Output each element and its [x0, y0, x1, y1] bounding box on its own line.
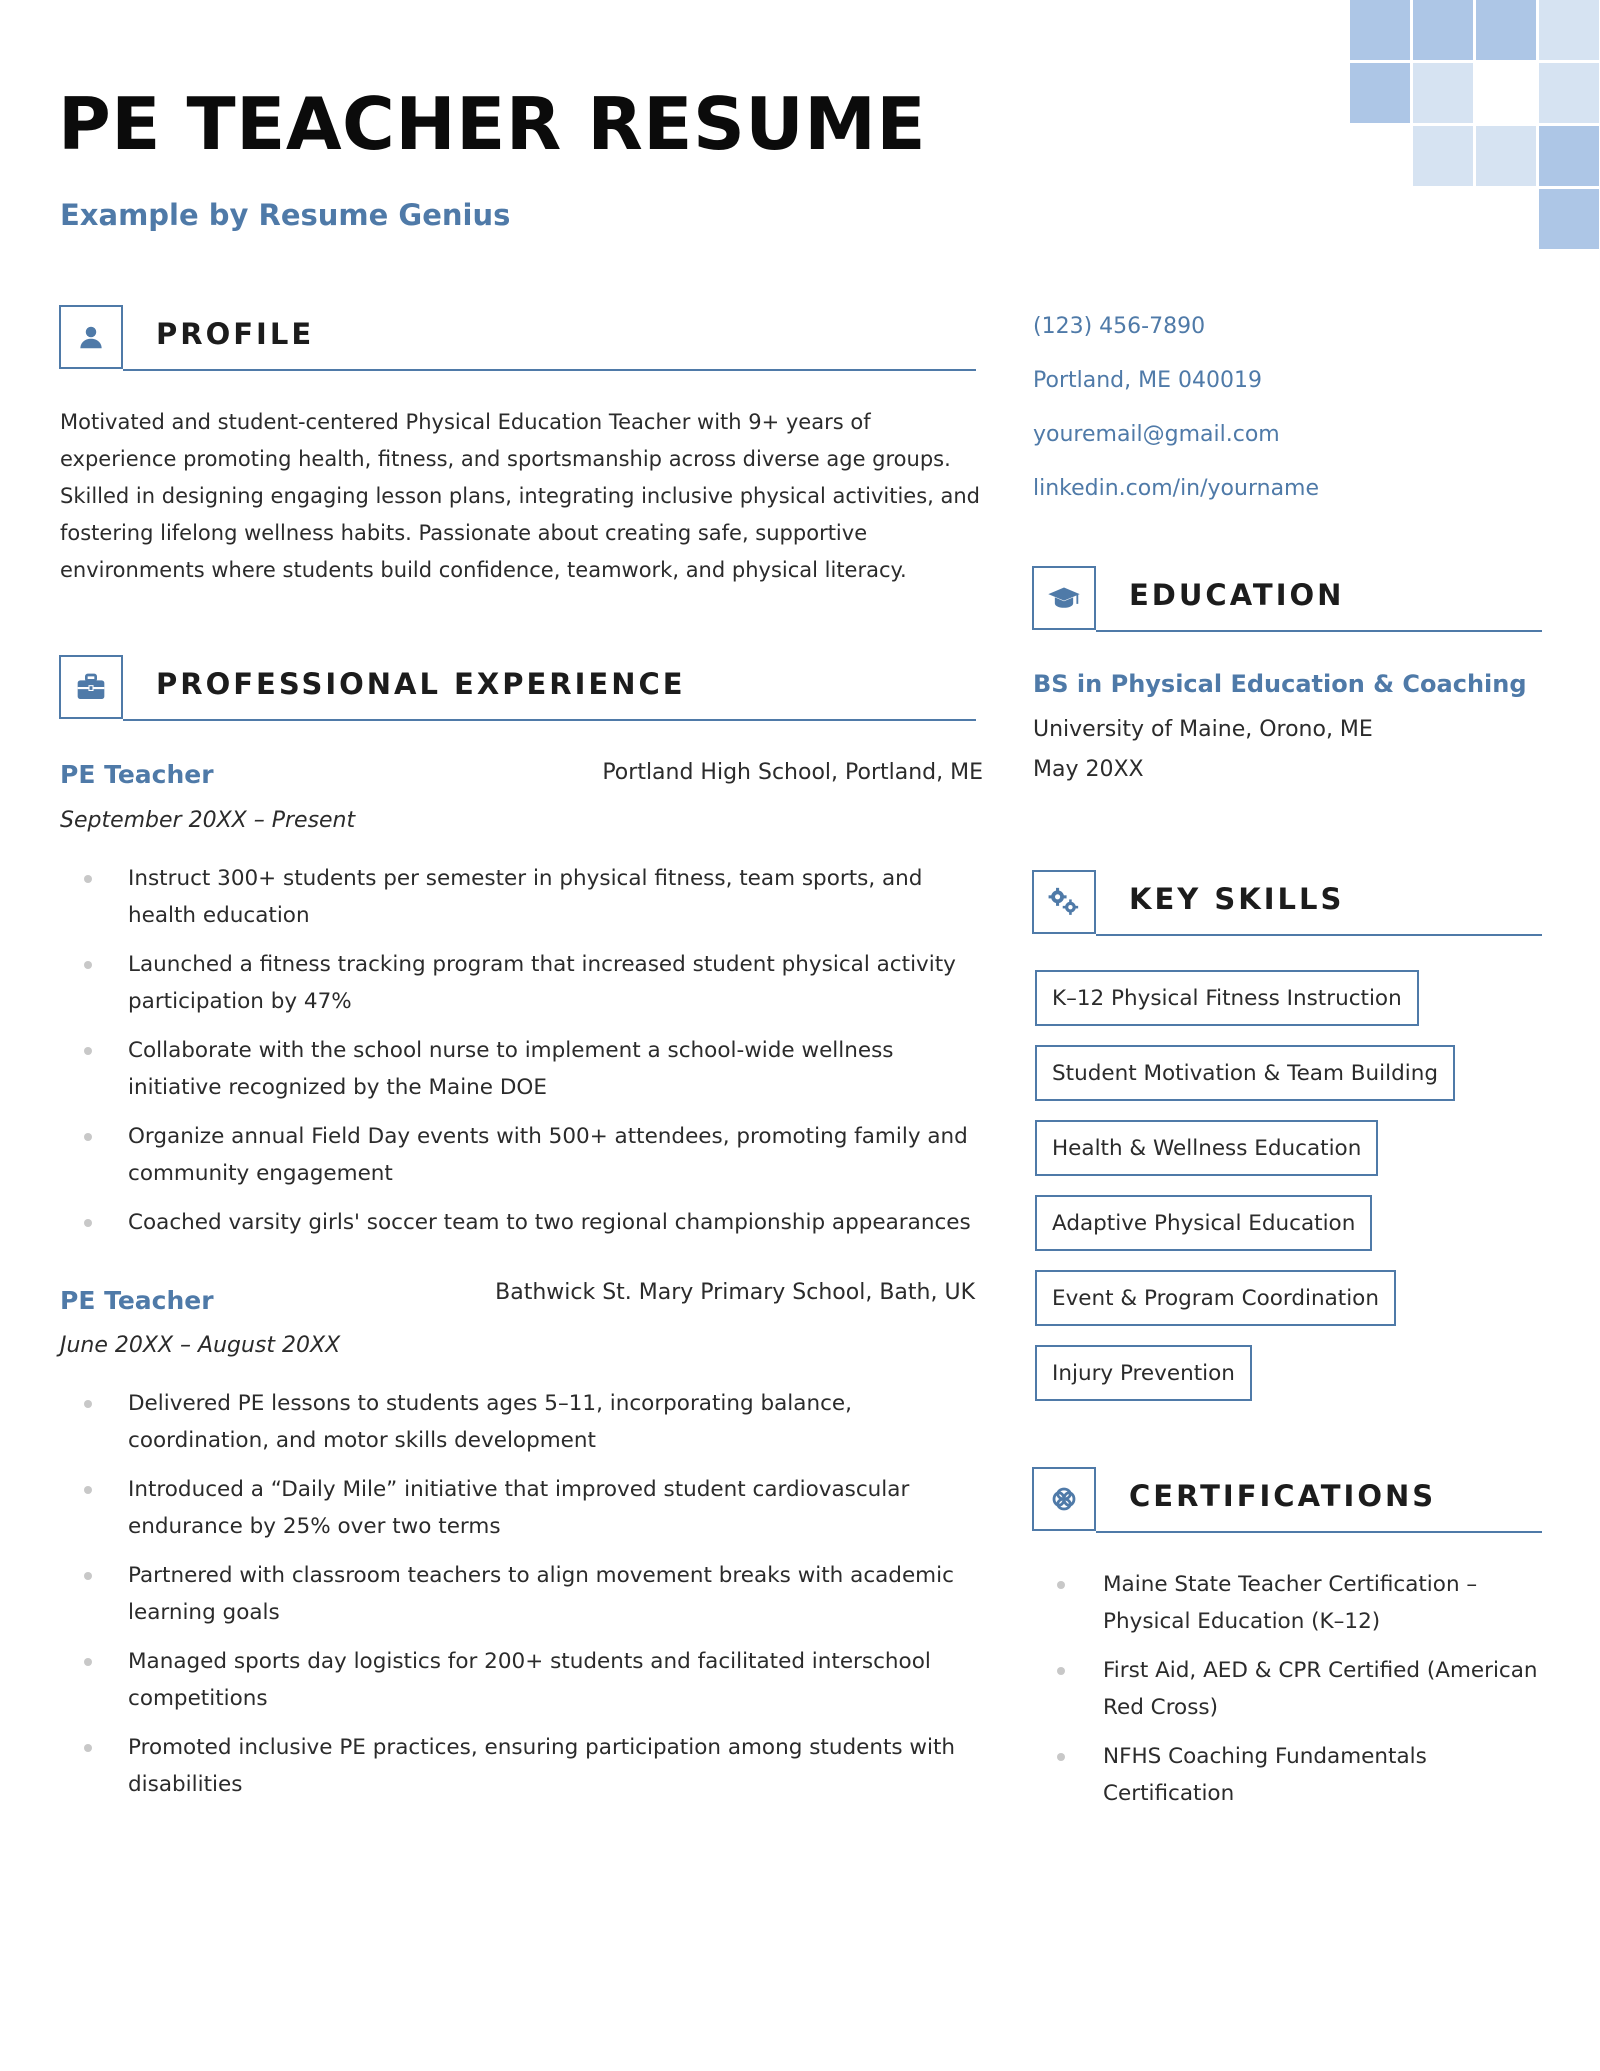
- briefcase-icon: [59, 655, 123, 719]
- list-item: [60, 946, 980, 1020]
- mosaic-tile: [1539, 189, 1599, 249]
- contact-email[interactable]: youremail@gmail.com: [1033, 422, 1280, 447]
- mosaic-tile: [1350, 63, 1410, 123]
- section-divider: [1096, 934, 1542, 936]
- certifications-heading: CERTIFICATIONS: [1129, 1479, 1437, 1513]
- bullet-text: Organize annual Field Day events with 500+ attendees, promoting family and community engagement: [128, 1124, 968, 1186]
- job-title: PE Teacher: [60, 760, 214, 789]
- mosaic-tile: [1539, 63, 1599, 123]
- mosaic-tile: [1413, 0, 1473, 60]
- list-item: [60, 1471, 980, 1545]
- decorative-mosaic: [1350, 0, 1600, 250]
- mosaic-tile: [1476, 0, 1536, 60]
- bullet-dot: [84, 1486, 92, 1494]
- list-item: [60, 1032, 980, 1106]
- profile-summary: Motivated and student-centered Physical Education Teacher with 9+ years of experience promoting health, fitness, and sportsmanship across diverse age groups. Skilled in designing engaging lesson plans, integrating inclusive physical activities, and fostering lifelong wellness habits. Passionate about creating safe, supportive environments where students build confidence, teamwork, and physical literacy.: [60, 410, 981, 582]
- bullet-text: Introduced a “Daily Mile” initiative that improved student cardiovascular endurance by 25% over two terms: [128, 1477, 910, 1539]
- bullet-dot: [84, 961, 92, 969]
- contact-address: Portland, ME 040019: [1033, 368, 1262, 393]
- certification-text: First Aid, AED & CPR Certified (American Red Cross): [1103, 1658, 1538, 1720]
- mosaic-tile: [1539, 0, 1599, 60]
- bullet-dot: [84, 1400, 92, 1408]
- bullet-dot: [84, 1572, 92, 1580]
- skill-tag: Student Motivation & Team Building: [1035, 1045, 1455, 1101]
- list-item: [60, 1385, 980, 1459]
- job-title: PE Teacher: [60, 1286, 214, 1315]
- bullet-text: Delivered PE lessons to students ages 5–11, incorporating balance, coordination, and motor skills development: [128, 1391, 852, 1453]
- list-item: [1033, 1566, 1553, 1640]
- contact-phone[interactable]: (123) 456-7890: [1033, 314, 1206, 339]
- certification-text: NFHS Coaching Fundamentals Certification: [1103, 1744, 1427, 1806]
- bullet-dot: [84, 1219, 92, 1227]
- bullet-text: Collaborate with the school nurse to implement a school-wide wellness initiative recognized by the Maine DOE: [128, 1038, 894, 1100]
- bullet-dot: [84, 1133, 92, 1141]
- skill-tag: Health & Wellness Education: [1035, 1120, 1378, 1176]
- experience-heading: PROFESSIONAL EXPERIENCE: [156, 667, 686, 701]
- skill-tag: K–12 Physical Fitness Instruction: [1035, 970, 1419, 1026]
- mosaic-tile: [1350, 0, 1410, 60]
- section-divider: [123, 719, 976, 721]
- education-degree: BS in Physical Education & Coaching: [1033, 670, 1527, 698]
- bullet-text: Promoted inclusive PE practices, ensuring participation among students with disabilities: [128, 1735, 956, 1797]
- profile-section-header: [59, 305, 976, 373]
- job-location: Portland High School, Portland, ME: [602, 760, 983, 785]
- certifications-list: [1033, 1566, 1553, 1824]
- skill-tag: Event & Program Coordination: [1035, 1270, 1396, 1326]
- skills-heading: KEY SKILLS: [1129, 882, 1345, 916]
- list-item: [60, 1118, 980, 1192]
- list-item: [60, 1204, 980, 1241]
- mosaic-tile: [1413, 63, 1473, 123]
- certificate-knot-icon: [1032, 1467, 1096, 1531]
- gears-icon: [1032, 870, 1096, 934]
- resume-subtitle: Example by Resume Genius: [60, 198, 511, 232]
- bullet-text: Partnered with classroom teachers to align movement breaks with academic learning goals: [128, 1563, 954, 1625]
- skill-tag: Adaptive Physical Education: [1035, 1195, 1372, 1251]
- bullet-dot: [84, 875, 92, 883]
- bullet-dot: [1057, 1581, 1065, 1589]
- education-school: University of Maine, Orono, ME: [1033, 717, 1373, 742]
- job-location: Bathwick St. Mary Primary School, Bath, UK: [495, 1280, 975, 1305]
- resume-title: PE TEACHER RESUME: [58, 82, 927, 166]
- list-item: [60, 1729, 980, 1803]
- list-item: [1033, 1652, 1553, 1726]
- graduation-cap-icon: [1032, 566, 1096, 630]
- list-item: [60, 860, 980, 934]
- section-divider: [123, 369, 976, 371]
- bullet-dot: [84, 1744, 92, 1752]
- certifications-section-header: [1032, 1467, 1542, 1535]
- bullet-text: Managed sports day logistics for 200+ students and facilitated interschool competitions: [128, 1649, 931, 1711]
- bullet-text: Launched a fitness tracking program that increased student physical activity participation by 47%: [128, 952, 956, 1014]
- contact-linkedin[interactable]: linkedin.com/in/yourname: [1033, 476, 1320, 501]
- person-icon: [59, 305, 123, 369]
- list-item: [60, 1643, 980, 1717]
- mosaic-tile: [1413, 126, 1473, 186]
- bullet-dot: [84, 1047, 92, 1055]
- skill-tag: Injury Prevention: [1035, 1345, 1252, 1401]
- bullet-text: Instruct 300+ students per semester in physical fitness, team sports, and health education: [128, 866, 923, 928]
- education-heading: EDUCATION: [1129, 578, 1345, 612]
- bullet-dot: [84, 1658, 92, 1666]
- education-date: May 20XX: [1033, 757, 1144, 782]
- mosaic-tile: [1476, 126, 1536, 186]
- list-item: [1033, 1738, 1553, 1812]
- job-bullet-list: [60, 1385, 980, 1815]
- education-section-header: [1032, 566, 1542, 634]
- profile-heading: PROFILE: [156, 317, 315, 351]
- experience-section-header: [59, 655, 976, 723]
- mosaic-tile: [1539, 126, 1599, 186]
- skills-section-header: [1032, 870, 1542, 938]
- certification-text: Maine State Teacher Certification – Physical Education (K–12): [1103, 1572, 1478, 1634]
- list-item: [60, 1557, 980, 1631]
- bullet-text: Coached varsity girls' soccer team to two regional championship appearances: [128, 1210, 971, 1235]
- section-divider: [1096, 630, 1542, 632]
- job-dates: September 20XX – Present: [60, 808, 356, 833]
- job-bullet-list: [60, 860, 980, 1253]
- section-divider: [1096, 1531, 1542, 1533]
- job-dates: June 20XX – August 20XX: [60, 1333, 341, 1358]
- bullet-dot: [1057, 1667, 1065, 1675]
- bullet-dot: [1057, 1753, 1065, 1761]
